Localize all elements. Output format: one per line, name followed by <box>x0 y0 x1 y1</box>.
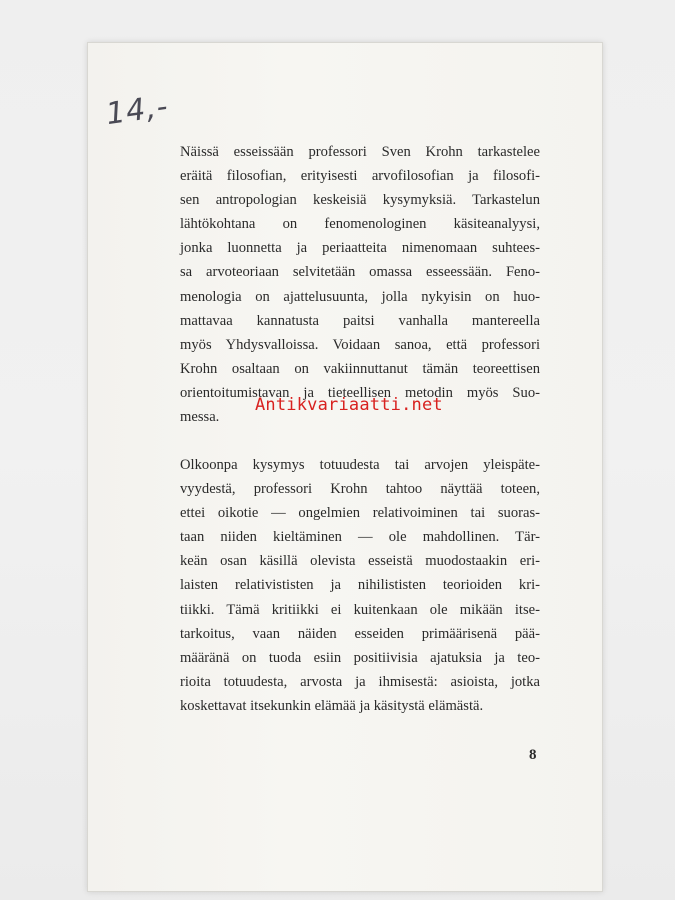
text-line: Näissä esseissään professori Sven Krohn tarkastelee <box>180 144 540 160</box>
text-line: messa. <box>180 409 220 426</box>
book-back-cover <box>87 42 603 892</box>
text-line: sa arvoteoriaan selvitetään omassa esseessään. Feno- <box>180 264 540 281</box>
text-line: ettei oikotie — ongelmien relativoiminen tai suoras- <box>180 505 540 522</box>
text-line: menologia on ajattelusuunta, jolla nykyisin on huo- <box>180 288 540 305</box>
text-line: rioita totuudesta, arvosta ja ihmisestä: asioista, jotka <box>180 673 540 690</box>
text-line: koskettavat itsekunkin elämää ja käsitystä elämästä. <box>180 697 484 714</box>
text-line: Krohn osaltaan on vakiinnuttanut tämän teoreettisen <box>180 360 540 377</box>
text-line: tiikki. Tämä kritiikki ei kuitenkaan ole mikään itse- <box>180 601 540 618</box>
publisher-mark: 8 <box>529 747 537 763</box>
text-line: Olkoonpa kysymys totuudesta tai arvojen yleispäte- <box>180 457 540 473</box>
watermark-text: Antikvariaatti.net <box>255 395 443 415</box>
blurb-paragraph-2 <box>180 453 540 718</box>
text-line: vyydestä, professori Krohn tahtoo näyttää toteen, <box>180 481 540 498</box>
text-line: määränä on tuoda esiin positiivisia ajatuksia ja teo- <box>180 649 540 666</box>
text-line: orientoitumistavan ja tieteellisen metodin myös Suo- <box>180 384 540 401</box>
text-line: jonka luonnetta ja periaatteita nimenomaan suhtees- <box>180 240 540 257</box>
text-line: taan niiden kieltäminen — ole mahdollinen. Tär- <box>180 529 540 546</box>
text-line: keän osan käsillä olevista esseistä muodostaakin eri- <box>180 553 540 570</box>
handwritten-price-note: 14,- <box>103 88 171 133</box>
text-line: laisten relativististen ja nihilististen teorioiden kri- <box>180 577 540 594</box>
text-line: sen antropologian keskeisiä kysymyksiä. Tarkastelun <box>180 192 540 209</box>
text-line: mattavaa kannatusta paitsi vanhalla mantereella <box>180 312 540 329</box>
text-line: tarkoitus, vaan näiden esseiden primäärisenä pää- <box>180 625 540 642</box>
blurb-paragraph-1 <box>180 140 540 429</box>
text-line: eräitä filosofian, erityisesti arvofilosofian ja filosofi- <box>180 168 540 185</box>
text-line: lähtökohtana on fenomenologinen käsiteanalyysi, <box>180 216 540 233</box>
text-line: myös Yhdysvalloissa. Voidaan sanoa, että professori <box>180 336 540 353</box>
